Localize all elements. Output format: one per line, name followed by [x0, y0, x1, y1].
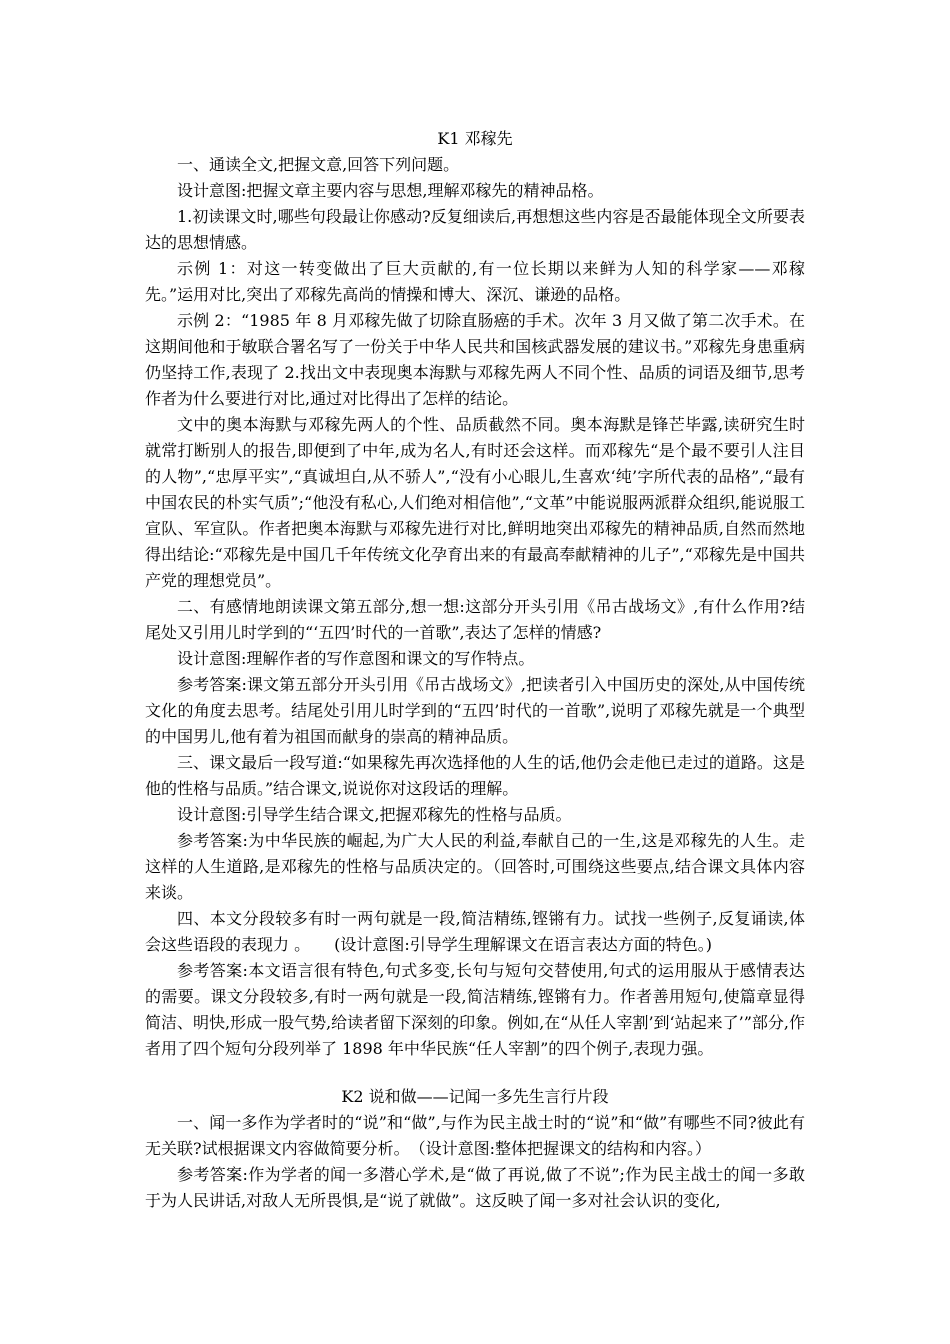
paragraph: 四、本文分段较多有时一两句就是一段,简洁精练,铿锵有力。试找一些例子,反复诵读,体会这些语段的表现力 。 (设计意图:引导学生理解课文在语言表达方面的特色。) — [145, 909, 805, 954]
paragraph: 参考答案:作为学者的闻一多潜心学术,是“做了再说,做了不说”;作为民主战士的闻一多敢于为人民讲话,对敌人无所畏惧,是“说了就做”。这反映了闻一多对社会认识的变化, — [145, 1165, 805, 1210]
paragraph: 设计意图:理解作者的写作意图和课文的写作特点。 — [177, 649, 535, 668]
document-page — [145, 126, 805, 1214]
paragraph: 参考答案:课文第五部分开头引用《吊古战场文》,把读者引入中国历史的深处,从中国传统文化的角度去思考。结尾处引用儿时学到的“五四’时代的一首歌”,说明了邓稼先就是一个典型的中国男儿,他有着为祖国而献身的崇高的精神品质。 — [145, 675, 805, 746]
paragraph: 一、闻一多作为学者时的“说”和“做”,与作为民主战士时的“说”和“做”有哪些不同?彼此有无关联?试根据课文内容做简要分析。 （设计意图:整体把握课文的结构和内容。） — [145, 1113, 805, 1158]
section-title-k2: K2 说和做——记闻一多先生言行片段 — [341, 1087, 609, 1106]
paragraph: 设计意图:引导学生结合课文,把握邓稼先的性格与品质。 — [177, 805, 572, 824]
paragraph: 二、有感情地朗读课文第五部分,想一想:这部分开头引用《吊古战场文》,有什么作用?结尾处又引用儿时学到的“‘五四’时代的一首歌”,表达了怎样的情感? — [145, 597, 805, 642]
paragraph: 示例 2：“1985 年 8 月邓稼先做了切除直肠癌的手术。次年 3 月又做了第二次手术。在这期间他和于敏联合署名写了一份关于中华人民共和国核武器发展的建议书。”邓稼先身患重病仍坚持工作,表现了 2.找出文中表现奥本海默与邓稼先两人不同个性、品质的词语及细节,思考作者为什么要进行对比,通过对比得出了怎样的结论。 — [145, 311, 805, 408]
paragraph: 设计意图:把握文章主要内容与思想,理解邓稼先的精神品格。 — [177, 181, 604, 200]
paragraph: 示例 1：对这一转变做出了巨大贡献的,有一位长期以来鲜为人知的科学家——邓稼先。”运用对比,突出了邓稼先高尚的情操和博大、深沉、谦逊的品格。 — [145, 259, 805, 304]
paragraph: 1.初读课文时,哪些句段最让你感动?反复细读后,再想想这些内容是否最能体现全文所要表达的思想情感。 — [145, 207, 805, 252]
paragraph: 文中的奥本海默与邓稼先两人的个性、品质截然不同。奥本海默是锋芒毕露,读研究生时就常打断别人的报告,即便到了中年,成为名人,有时还会这样。而邓稼先“是个最不要引人注目的人物”,“忠厚平实”,“真诚坦白,从不骄人”,“没有小心眼儿,生喜欢‘纯’字所代表的品格”,“最有中国农民的朴实气质”;“他没有私心,人们绝对相信他”,“文革”中能说服两派群众组织,能说服工宣队、军宣队。作者把奥本海默与邓稼先进行对比,鲜明地突出邓稼先的精神品质,自然而然地得出结论:“邓稼先是中国几千年传统文化孕育出来的有最高奉献精神的儿子”,“邓稼先是中国共产党的理想党员”。 — [145, 415, 805, 590]
section-title-k1: K1 邓稼先 — [437, 129, 513, 148]
paragraph: 三、课文最后一段写道:“如果稼先再次选择他的人生的话,他仍会走他已走过的道路。这是他的性格与品质。”结合课文,说说你对这段话的理解。 — [145, 753, 805, 798]
paragraph: 参考答案:为中华民族的崛起,为广大人民的利益,奉献自己的一生,这是邓稼先的人生。走这样的人生道路,是邓稼先的性格与品质决定的。（回答时,可围绕这些要点,结合课文具体内容来谈。 — [145, 831, 805, 902]
paragraph: 一、通读全文,把握文意,回答下列问题。 — [177, 155, 460, 174]
paragraph: 参考答案:本文语言很有特色,句式多变,长句与短句交替使用,句式的运用服从于感情表达的需要。课文分段较多,有时一两句就是一段,简洁精练,铿锵有力。作者善用短句,使篇章显得简洁、明快,形成一股气势,给读者留下深刻的印象。例如,在“从任人宰割’到‘站起来了’”部分,作者用了四个短句分段列举了 1898 年中华民族“任人宰割”的四个例子,表现力强。 — [145, 961, 805, 1058]
